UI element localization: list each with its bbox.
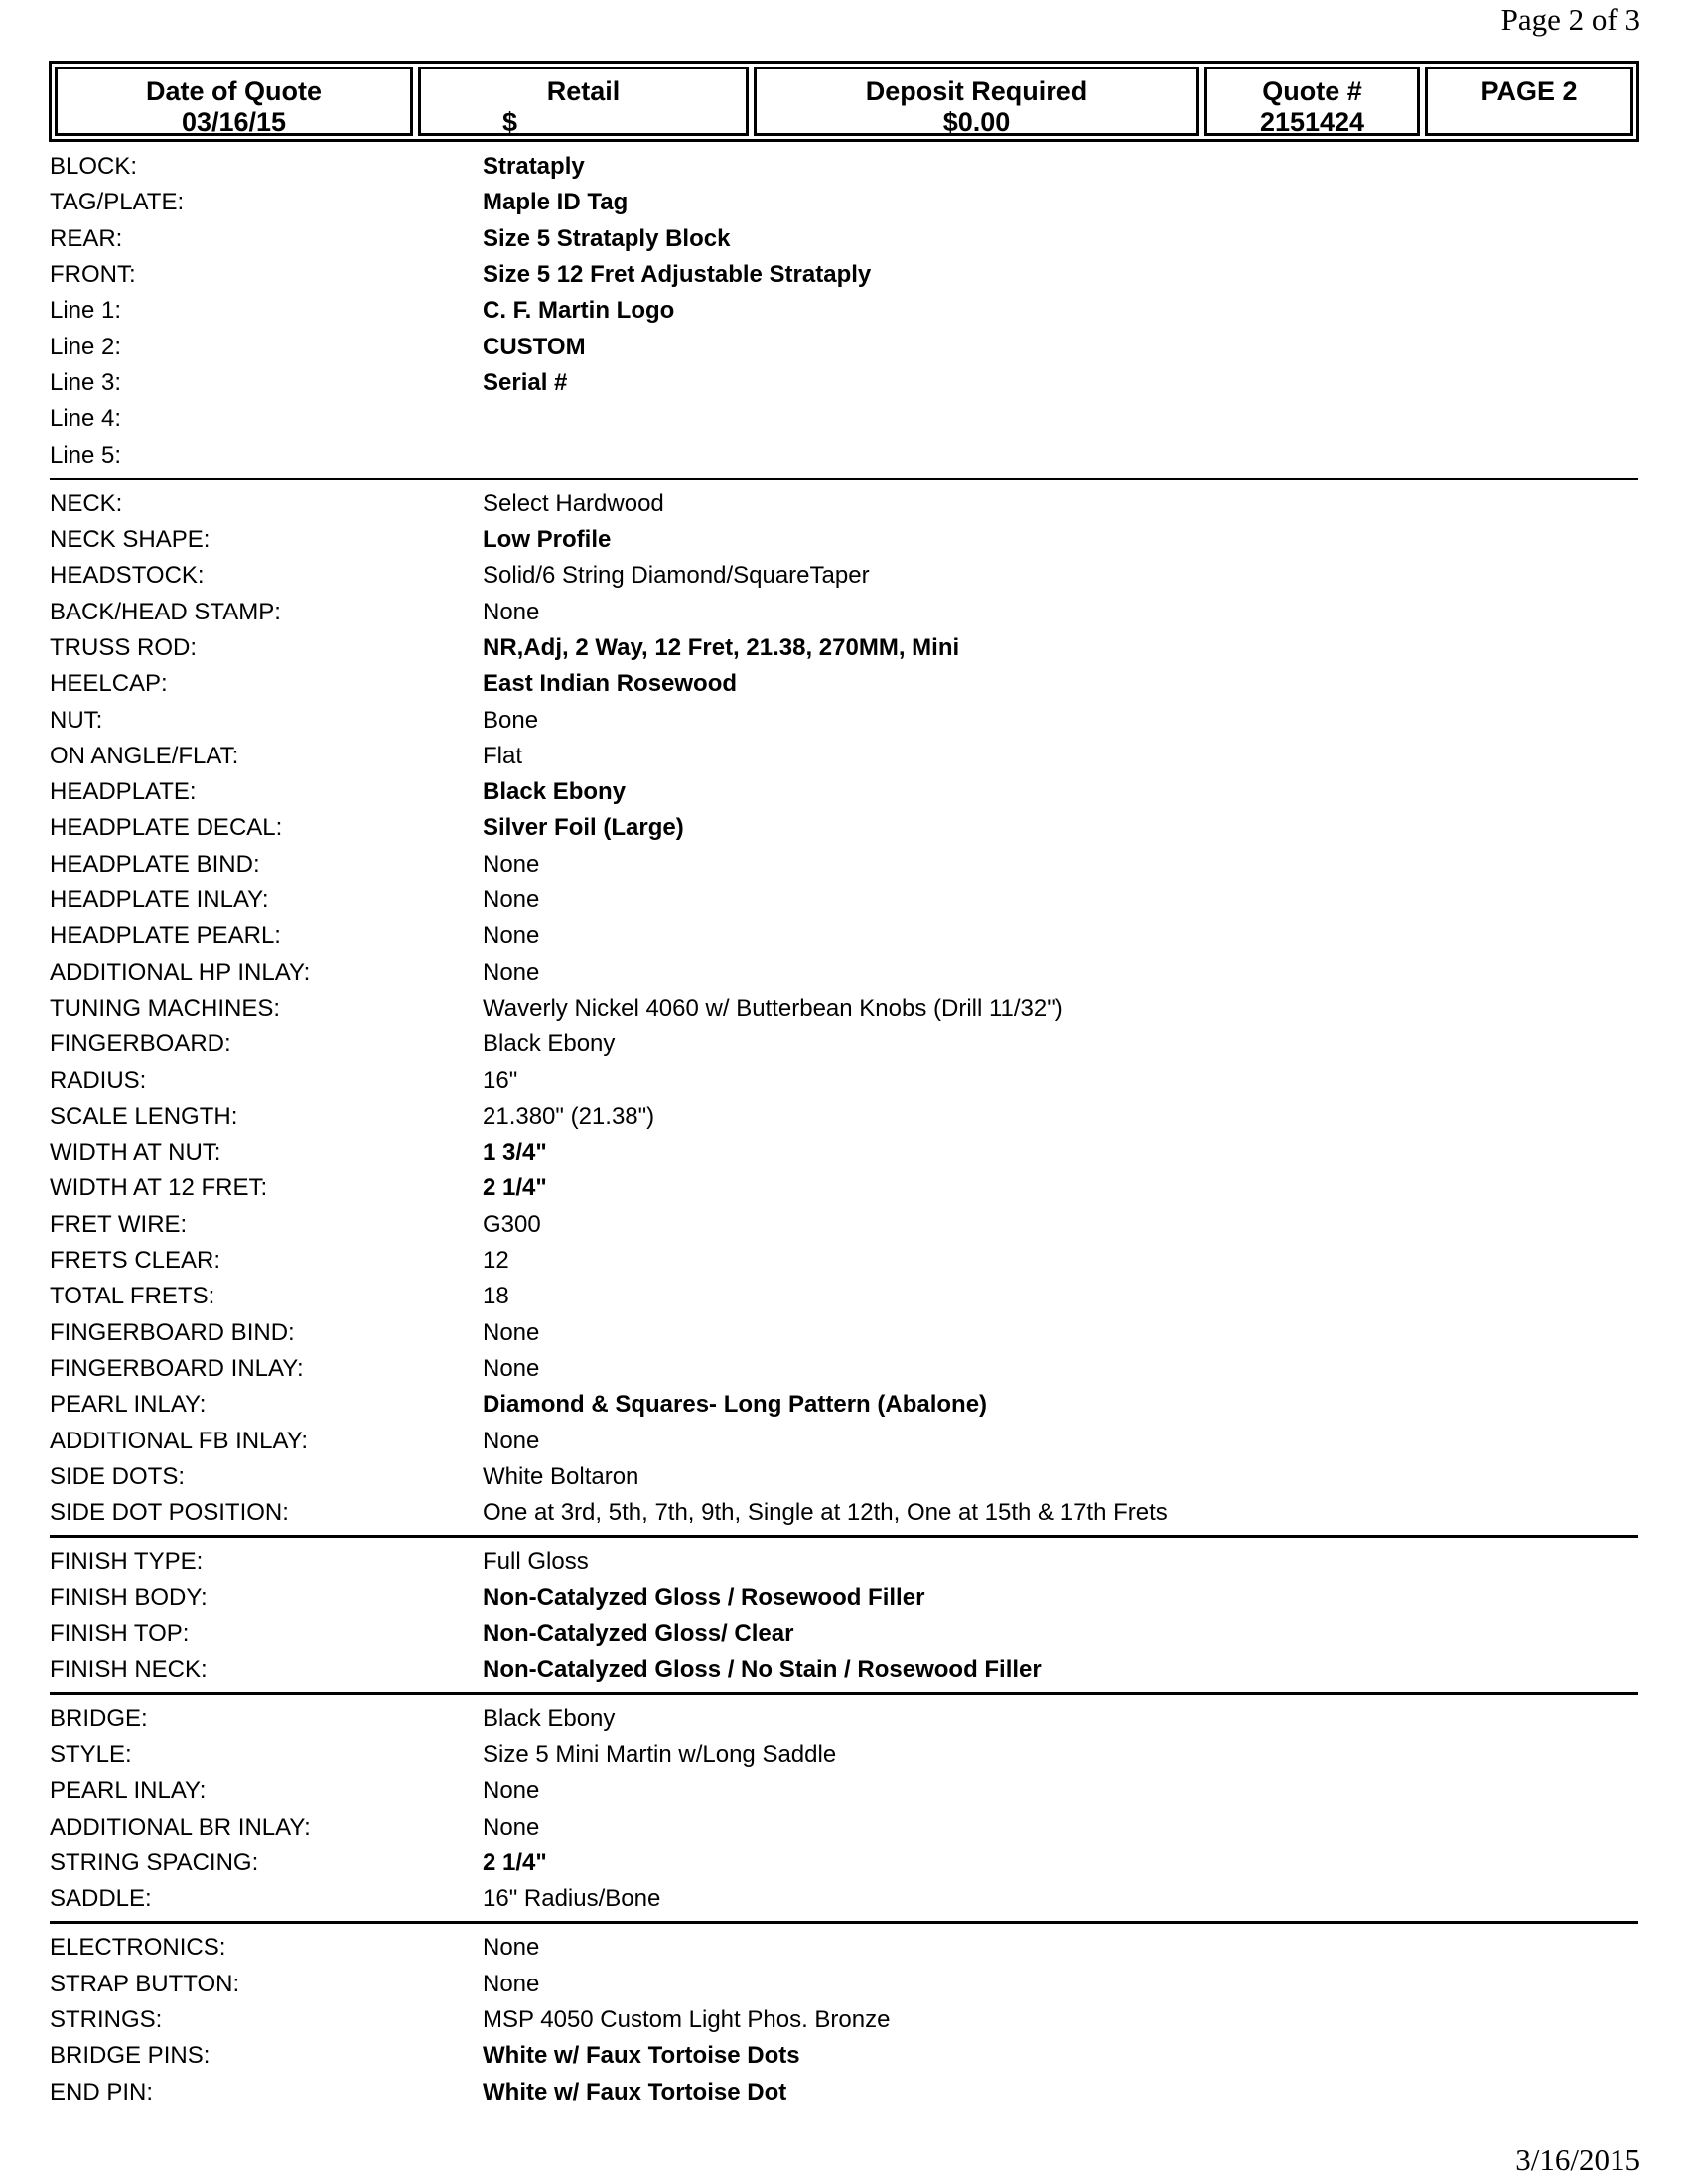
spec-label: BRIDGE:	[50, 1705, 148, 1732]
spec-row	[50, 486, 1638, 522]
spec-row	[50, 1737, 1638, 1773]
spec-section	[50, 149, 1638, 480]
spec-row	[50, 1881, 1638, 1917]
spec-row	[50, 401, 1638, 437]
spec-row	[50, 437, 1638, 473]
spec-label: HEADPLATE DECAL:	[50, 814, 283, 842]
spec-value: Low Profile	[483, 526, 612, 554]
spec-row	[50, 1459, 1638, 1495]
spec-value: None	[483, 1318, 540, 1346]
spec-label: Line 1:	[50, 297, 122, 325]
specification-list	[50, 149, 1638, 2120]
spec-row	[50, 1580, 1638, 1616]
spec-value: 18	[483, 1283, 509, 1310]
spec-value: Silver Foil (Large)	[483, 814, 684, 842]
spec-value: Maple ID Tag	[483, 189, 629, 216]
spec-label: FRETS CLEAR:	[50, 1247, 221, 1275]
spec-row	[50, 149, 1638, 185]
spec-label: FINISH TOP:	[50, 1620, 190, 1648]
spec-label: ADDITIONAL BR INLAY:	[50, 1813, 311, 1841]
spec-row	[50, 1967, 1638, 2002]
spec-value: None	[483, 887, 540, 914]
spec-row	[50, 185, 1638, 220]
spec-value: G300	[483, 1210, 541, 1238]
spec-label: BRIDGE PINS:	[50, 2042, 211, 2070]
spec-value: None	[483, 1354, 540, 1382]
spec-row	[50, 1351, 1638, 1387]
spec-label: WIDTH AT NUT:	[50, 1139, 221, 1166]
spec-row	[50, 558, 1638, 594]
spec-label: ADDITIONAL HP INLAY:	[50, 958, 311, 986]
spec-row	[50, 666, 1638, 702]
spec-label: FINISH TYPE:	[50, 1548, 204, 1575]
spec-value: Black Ebony	[483, 1030, 616, 1058]
spec-value: Serial #	[483, 368, 568, 396]
spec-value: Diamond & Squares- Long Pattern (Abalone)	[483, 1391, 988, 1419]
spec-row	[50, 1135, 1638, 1170]
spec-value: None	[483, 1970, 540, 1997]
spec-row	[50, 1930, 1638, 1966]
spec-label: FINGERBOARD INLAY:	[50, 1354, 304, 1382]
spec-row	[50, 365, 1638, 401]
spec-label: FRONT:	[50, 261, 136, 289]
spec-row	[50, 883, 1638, 918]
spec-label: PEARL INLAY:	[50, 1777, 207, 1805]
spec-row	[50, 955, 1638, 991]
spec-value: 2 1/4"	[483, 1848, 547, 1876]
spec-label: SIDE DOTS:	[50, 1462, 186, 1490]
spec-row	[50, 774, 1638, 810]
spec-label: BLOCK:	[50, 153, 138, 181]
spec-value: Black Ebony	[483, 778, 627, 806]
spec-value: White Boltaron	[483, 1462, 639, 1490]
spec-value: 2 1/4"	[483, 1174, 547, 1202]
spec-label: RADIUS:	[50, 1066, 147, 1094]
spec-value: None	[483, 850, 540, 878]
spec-value: Size 5 Strataply Block	[483, 224, 731, 252]
spec-value: White w/ Faux Tortoise Dots	[483, 2042, 800, 2070]
spec-label: FINGERBOARD:	[50, 1030, 231, 1058]
spec-value: Full Gloss	[483, 1548, 589, 1575]
spec-row	[50, 1845, 1638, 1881]
spec-label: REAR:	[50, 224, 123, 252]
spec-label: HEADSTOCK:	[50, 562, 205, 590]
spec-value: NR,Adj, 2 Way, 12 Fret, 21.38, 270MM, Mini	[483, 634, 960, 661]
retail-value: $	[502, 107, 518, 137]
spec-value: Size 5 12 Fret Adjustable Strataply	[483, 261, 872, 289]
spec-value: None	[483, 922, 540, 950]
spec-label: BACK/HEAD STAMP:	[50, 598, 281, 625]
spec-row	[50, 630, 1638, 666]
spec-row	[50, 1026, 1638, 1062]
retail-cell	[418, 67, 749, 136]
spec-label: NECK:	[50, 489, 123, 517]
spec-value: 21.380" (21.38")	[483, 1102, 655, 1130]
spec-section	[50, 1930, 1638, 2114]
spec-label: STRAP BUTTON:	[50, 1970, 240, 1997]
spec-label: HEELCAP:	[50, 670, 168, 698]
spec-label: Line 3:	[50, 368, 122, 396]
spec-row	[50, 1544, 1638, 1579]
spec-label: NECK SHAPE:	[50, 526, 211, 554]
spec-section	[50, 486, 1638, 1539]
quote-number-cell	[1204, 67, 1420, 136]
spec-value: One at 3rd, 5th, 7th, 9th, Single at 12th, One at 15th & 17th Frets	[483, 1499, 1168, 1527]
spec-value: 16" Radius/Bone	[483, 1885, 661, 1913]
spec-row	[50, 2002, 1638, 2038]
spec-row	[50, 293, 1638, 329]
spec-value: 12	[483, 1247, 509, 1275]
date-of-quote-label: Date of Quote	[145, 76, 322, 106]
spec-value: Non-Catalyzed Gloss/ Clear	[483, 1620, 794, 1648]
spec-label: SCALE LENGTH:	[50, 1102, 238, 1130]
spec-label: ADDITIONAL FB INLAY:	[50, 1427, 309, 1454]
spec-value: Waverly Nickel 4060 w/ Butterbean Knobs (Drill 11/32")	[483, 994, 1063, 1022]
spec-row	[50, 1423, 1638, 1458]
spec-label: ON ANGLE/FLAT:	[50, 742, 239, 769]
spec-label: PEARL INLAY:	[50, 1391, 207, 1419]
footer-date: 3/16/2015	[1515, 2142, 1640, 2177]
spec-label: STYLE:	[50, 1740, 132, 1768]
spec-label: STRING SPACING:	[50, 1848, 259, 1876]
deposit-required-value: $0.00	[942, 107, 1011, 137]
spec-value: Strataply	[483, 153, 585, 181]
spec-value: MSP 4050 Custom Light Phos. Bronze	[483, 2005, 891, 2033]
spec-row	[50, 1809, 1638, 1844]
spec-label: FINGERBOARD BIND:	[50, 1318, 295, 1346]
spec-row	[50, 522, 1638, 558]
spec-label: NUT:	[50, 706, 103, 734]
spec-value: East Indian Rosewood	[483, 670, 738, 698]
spec-value: None	[483, 958, 540, 986]
spec-label: STRINGS:	[50, 2005, 163, 2033]
spec-row	[50, 810, 1638, 846]
spec-value: None	[483, 1813, 540, 1841]
retail-label: Retail	[546, 76, 621, 106]
spec-value: Solid/6 String Diamond/SquareTaper	[483, 562, 870, 590]
quote-number-label: Quote #	[1262, 76, 1362, 106]
deposit-required-label: Deposit Required	[865, 76, 1088, 106]
spec-value: C. F. Martin Logo	[483, 297, 675, 325]
spec-label: WIDTH AT 12 FRET:	[50, 1174, 268, 1202]
spec-value: Non-Catalyzed Gloss / No Stain / Rosewood Filler	[483, 1656, 1042, 1684]
spec-label: HEADPLATE:	[50, 778, 197, 806]
spec-value: 1 3/4"	[483, 1139, 547, 1166]
deposit-required-cell	[754, 67, 1199, 136]
spec-label: SIDE DOT POSITION:	[50, 1499, 289, 1527]
spec-row	[50, 2038, 1638, 2074]
spec-label: FINISH NECK:	[50, 1656, 208, 1684]
spec-row	[50, 1315, 1638, 1351]
spec-row	[50, 1495, 1638, 1531]
spec-label: SADDLE:	[50, 1885, 152, 1913]
spec-value: 16"	[483, 1066, 518, 1094]
date-of-quote-cell	[55, 67, 413, 136]
spec-label: TUNING MACHINES:	[50, 994, 281, 1022]
spec-label: ELECTRONICS:	[50, 1934, 226, 1962]
spec-row	[50, 739, 1638, 774]
spec-row	[50, 991, 1638, 1026]
quote-number-value: 2151424	[1259, 107, 1365, 137]
spec-value: None	[483, 1427, 540, 1454]
spec-value: Flat	[483, 742, 523, 769]
spec-label: TOTAL FRETS:	[50, 1283, 215, 1310]
spec-label: Line 5:	[50, 441, 122, 469]
spec-value: None	[483, 1934, 540, 1962]
spec-section	[50, 1544, 1638, 1695]
spec-label: HEADPLATE INLAY:	[50, 887, 269, 914]
spec-row	[50, 1387, 1638, 1423]
spec-label: TRUSS ROD:	[50, 634, 198, 661]
spec-row	[50, 221, 1638, 257]
spec-row	[50, 1062, 1638, 1098]
spec-value: CUSTOM	[483, 333, 586, 360]
spec-row	[50, 257, 1638, 293]
spec-row	[50, 702, 1638, 738]
spec-value: Bone	[483, 706, 539, 734]
spec-row	[50, 1243, 1638, 1279]
spec-value: None	[483, 598, 540, 625]
spec-label: TAG/PLATE:	[50, 189, 185, 216]
spec-row	[50, 847, 1638, 883]
spec-row	[50, 1099, 1638, 1135]
spec-row	[50, 1701, 1638, 1736]
page-number-cell	[1425, 67, 1633, 136]
date-of-quote-value: 03/16/15	[181, 107, 287, 137]
spec-row	[50, 595, 1638, 630]
spec-label: Line 4:	[50, 405, 122, 433]
quote-header-table	[49, 61, 1639, 142]
spec-value: White w/ Faux Tortoise Dot	[483, 2078, 787, 2106]
spec-label: HEADPLATE PEARL:	[50, 922, 281, 950]
spec-value: Size 5 Mini Martin w/Long Saddle	[483, 1740, 837, 1768]
page-indicator: Page 2 of 3	[1500, 2, 1640, 37]
spec-label: FRET WIRE:	[50, 1210, 188, 1238]
spec-value: Non-Catalyzed Gloss / Rosewood Filler	[483, 1583, 925, 1611]
spec-row	[50, 1652, 1638, 1688]
spec-label: FINISH BODY:	[50, 1583, 208, 1611]
page-number-label: PAGE 2	[1480, 76, 1578, 106]
spec-row	[50, 2074, 1638, 2110]
spec-row	[50, 1279, 1638, 1314]
spec-row	[50, 1207, 1638, 1243]
spec-row	[50, 1616, 1638, 1652]
spec-section	[50, 1701, 1638, 1924]
spec-row	[50, 1773, 1638, 1809]
spec-label: END PIN:	[50, 2078, 154, 2106]
spec-value: Black Ebony	[483, 1705, 616, 1732]
spec-row	[50, 329, 1638, 364]
spec-value: Select Hardwood	[483, 489, 664, 517]
spec-label: Line 2:	[50, 333, 122, 360]
spec-row	[50, 1170, 1638, 1206]
spec-value: None	[483, 1777, 540, 1805]
spec-row	[50, 918, 1638, 954]
spec-label: HEADPLATE BIND:	[50, 850, 260, 878]
